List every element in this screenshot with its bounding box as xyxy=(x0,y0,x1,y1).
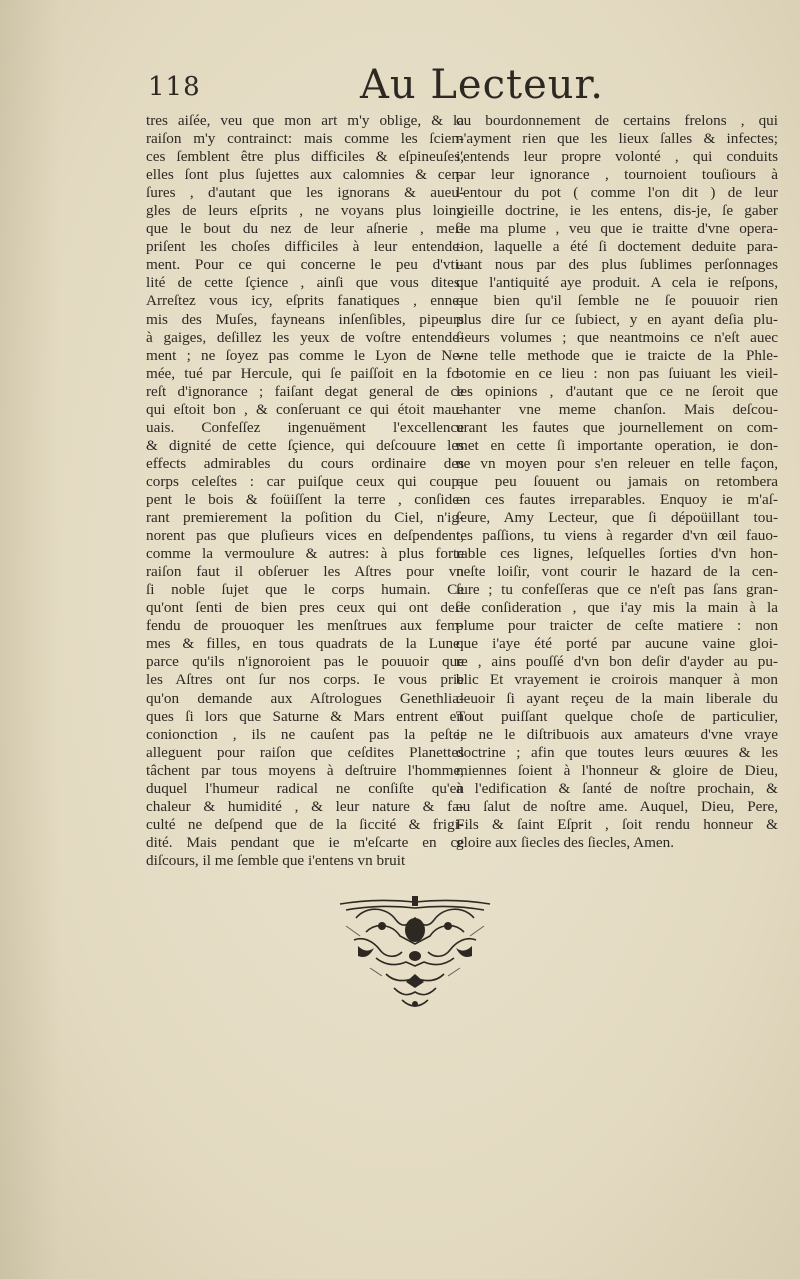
text-line: conionction , ils ne cauſent pas la peſte; xyxy=(146,725,464,743)
text-line: à l'edification & ſanté de noſtre prochain, & xyxy=(456,779,778,797)
text-line: diſcours, il me ſemble que i'entens vn bruit xyxy=(146,851,406,869)
text-line: par leur ignorance , tournoient touſiours à xyxy=(456,166,778,184)
text-line: miennes ſoient à l'honneur & gloire de Dieu, xyxy=(456,761,778,779)
text-line: plume pour traicter de ceſte matiere : non xyxy=(456,617,778,635)
text-line: raiſon m'y contrainct: mais comme les ſcien- xyxy=(146,130,464,148)
text-line: ment. Pour ce qui concerne le peu d'vti- xyxy=(146,256,464,274)
text-line: blic Et vrayement ie croirois manquer à mon xyxy=(456,671,778,689)
text-line: au ſalut de noſtre ame. Auquel, Dieu, Pere, xyxy=(456,797,778,815)
text-line: vieille doctrine, ie les entens, dis-je, ſe gaber xyxy=(456,202,778,220)
text-line: chanter vne meme chanſon. Mais deſcou- xyxy=(456,400,778,418)
text-line: gloire aux ſiecles des ſiecles, Amen. xyxy=(456,833,675,851)
text-line: mée, tué par Hercule, qui ſe paiſſoit en la fo- xyxy=(146,364,464,382)
text-line: botomie en ce lieu : non pas ſuiuant les vieil- xyxy=(456,364,778,382)
text-line: mis des Muſes, fayneans inſenſibles, pipeurs xyxy=(146,310,464,328)
text-line: dité. Mais pendant que ie m'eſcarte en ce xyxy=(146,833,464,851)
text-line: i'entends leur propre volonté , qui conduits xyxy=(456,148,778,166)
text-line: ſure ; tu confeſſeras que ce n'eſt pas ſans gran- xyxy=(456,581,778,599)
text-line: Fils & ſaint Eſprit , ſoit rendu honneur & xyxy=(456,815,778,833)
page-header xyxy=(0,62,800,112)
text-line: lité de cette ſçience , ainſi que vous dites: xyxy=(146,274,464,292)
text-line: corps celeſtes : car puiſque ceux qui coup- xyxy=(146,472,464,490)
text-line: doctrine ; afin que toutes leurs œuures & les xyxy=(456,743,778,761)
gutter-shadow xyxy=(0,0,60,1279)
text-line: tion, laquelle a été ſi doctement deduite para- xyxy=(456,238,778,256)
text-line: duquel l'humeur radical ne conſiſte qu'en xyxy=(146,779,464,797)
text-line: en ces fautes irreparables. Enquoy ie m'aſ- xyxy=(456,490,778,508)
text-line: raiſon faut il obſeruer les Aſtres pour vn xyxy=(146,563,464,581)
text-line: qu'on demande aux Aſtrologues Genethlia- xyxy=(146,689,464,707)
right-text-column xyxy=(456,112,778,852)
page-number: 118 xyxy=(148,72,201,102)
text-line: ſeure, Amy Lecteur, que ſi dépoüillant tou- xyxy=(456,509,778,527)
text-line: re , ains pouſſé d'vn bon deſir d'ayder au pu- xyxy=(456,653,778,671)
text-line: les Aſtres ont ſur nos corps. Ie vous prie xyxy=(146,671,464,689)
text-line: que bien qu'il ſemble ne ſe pouuoir rien xyxy=(456,292,778,310)
text-line: comme la vermoulure & autres: à plus forte xyxy=(146,545,464,563)
text-line: ſures , d'autant que les ignorans & aueu- xyxy=(146,184,464,202)
text-line: vne telle methode que ie traicte de la Phle- xyxy=(456,346,778,364)
text-line: mes & filles, en tous quadrats de la Lune: xyxy=(146,635,464,653)
text-line: qu'ont ſenti de bien pres ceux qui ont deſ- xyxy=(146,599,464,617)
text-line: alleguent pour raiſon que ceſdites Planettes xyxy=(146,743,464,761)
text-line: les opinions , d'autant que ce ne ſeroit que xyxy=(456,382,778,400)
text-line: urant les fautes que journellement on com- xyxy=(456,418,778,436)
text-line: de conſideration , que i'ay mis la main à la xyxy=(456,599,778,617)
text-line: priſent les choſes difficiles à leur entende- xyxy=(146,238,464,256)
text-line: que le bout du nez de leur aſnerie , meſ- xyxy=(146,220,464,238)
text-line: gles de leurs eſprits , ne voyans plus loing xyxy=(146,202,464,220)
text-line: elles ſont plus ſujettes aux calomnies & cen- xyxy=(146,166,464,184)
text-line: norent pas que pluſieurs vices en deſpendent, xyxy=(146,527,464,545)
text-line: parce qu'ils n'ignoroient pas le pouuoir que xyxy=(146,653,464,671)
text-line: effects admirables du cours ordinaire des xyxy=(146,454,464,472)
text-line: fendu de prouoquer les menſtrues aux fem- xyxy=(146,617,464,635)
text-line: & dignité de cette ſçience, qui deſcouure les xyxy=(146,436,464,454)
printers-ornament-icon xyxy=(336,896,494,1014)
text-line: tes paſſions, tu viens à regarder d'vn œil fauo- xyxy=(456,527,778,545)
text-line: Arreſtez vous icy, eſprits fanatiques , enne- xyxy=(146,292,464,310)
text-line: n'ayment rien que les lieux ſalles & infectes; xyxy=(456,130,778,148)
text-line: deuoir ſi ayant reçeu de la main liberale du xyxy=(456,689,778,707)
text-line: l'entour du pot ( comme l'on dit ) de leur xyxy=(456,184,778,202)
text-line: de ma plume , veu que ie traitte d'vne opera- xyxy=(456,220,778,238)
text-line: pent le bois & foüiſſent la terre , conſide- xyxy=(146,490,464,508)
text-line: qui eſtoit bon , & conſeruant ce qui étoit mau- xyxy=(146,400,464,418)
text-line: neſte loiſir, vont courir le hazard de la cen- xyxy=(456,563,778,581)
text-line: uais. Confeſſez ingenuëment l'excellence xyxy=(146,418,464,436)
text-line: que i'aye été porté par aucune vaine gloi- xyxy=(456,635,778,653)
text-line: ſi noble ſujet que le corps humain. Ce xyxy=(146,581,464,599)
text-line: ne vn moyen pour s'en releuer en telle façon, xyxy=(456,454,778,472)
text-line: tres aiſée, veu que mon art m'y oblige, & la xyxy=(146,112,464,129)
text-line: ment ; ne ſoyez pas comme le Lyon de Ne- xyxy=(146,346,464,364)
text-line: que peu ſouuent ou jamais on retombera xyxy=(456,472,778,490)
text-line: ie ne le diſtribuois aux amateurs d'vne vraye xyxy=(456,725,778,743)
text-line: rable ces lignes, leſquelles ſorties d'vn hon- xyxy=(456,545,778,563)
text-line: ou bourdonnement de certains frelons , qui xyxy=(456,112,778,129)
text-line: ques ſi lors que Saturne & Mars entrent en xyxy=(146,707,464,725)
text-line: à gaiges, deſillez les yeux de voſtre entende- xyxy=(146,328,464,346)
left-text-column xyxy=(146,112,464,870)
text-line: met en cette ſi importante operation, ie don- xyxy=(456,436,778,454)
text-line: plus dire ſur ce ſubiect, y en ayant deſia plu- xyxy=(456,310,778,328)
text-line: culté ne deſpend que de la ſiccité & frigi- xyxy=(146,815,464,833)
text-line: que l'antiquité aye produit. A cela ie reſpons, xyxy=(456,274,778,292)
text-line: rant premierement la poſition du Ciel, n'ig- xyxy=(146,509,464,527)
text-line: reſt d'ignorance ; faiſant degat general de ce xyxy=(146,382,464,400)
running-title: Au Lecteur. xyxy=(360,62,604,108)
text-line: Tout puiſſant quelque choſe de particulier, xyxy=(456,707,778,725)
text-line: ces ſemblent être plus difficiles & eſpineuſes, xyxy=(146,148,464,166)
text-line: tâchent par tous moyens à deſtruire l'homme, xyxy=(146,761,464,779)
text-line: ſieurs volumes ; que neantmoins ce n'eſt auec xyxy=(456,328,778,346)
text-line: uant nous par des plus ſublimes perſonnages xyxy=(456,256,778,274)
text-line: chaleur & humidité , & leur nature & fa- xyxy=(146,797,464,815)
